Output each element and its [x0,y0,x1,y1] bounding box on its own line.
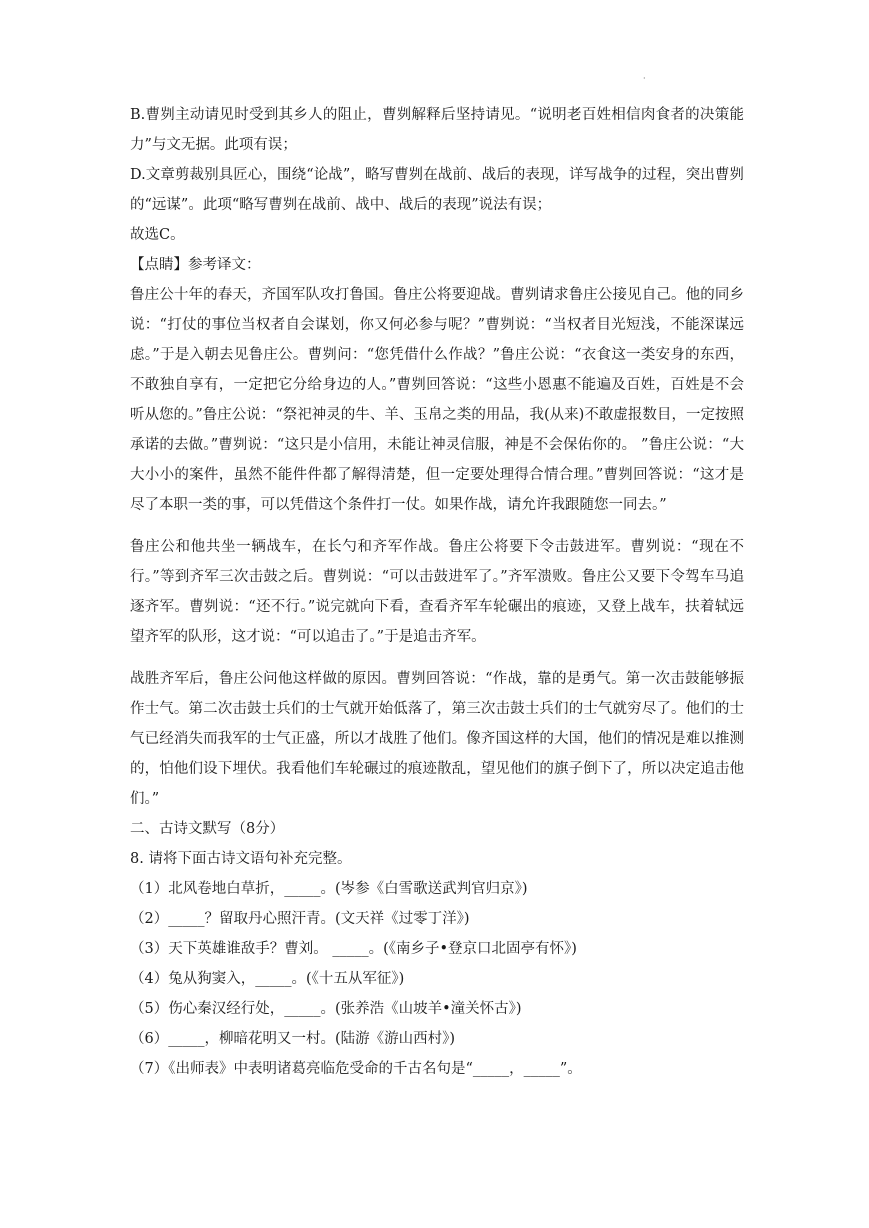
fill-item-7: （7）《出师表》中表明诸葛亮临危受命的千古名句是“_____，_____”。 [130,1061,582,1077]
translation-paragraph-1: 鲁庄公十年的春天，齐国军队攻打鲁国。鲁庄公将要迎战。曹刿请求鲁庄公接见自己。他的同乡说：“打仗的事位当权者自会谋划，你又何必参与呢？”曹刿说：“当权者目光短浅，不能深谋远虑。”于是入朝去见鲁庄公。曹刿问：“您凭借什么作战？”鲁庄公说：“衣食这一类安身的东西，不敢独自享有，一定把它分给身边的人。”曹刿回答说：“这些小恩惠不能遍及百姓，百姓是不会听从您的。”鲁庄公说：“祭祀神灵的牛、羊、玉帛之类的用品，我(从来)不敢虚报数目，一定按照承诺的去做。”曹刿说：“这只是小信用，未能让神灵信服，神是不会保佑你的。 ”鲁庄公说：“大大小小的案件，虽然不能件件都了解得清楚，但一定要处理得合情合理。”曹刿回答说：“这才是尽了本职一类的事，可以凭借这个条件打一仗。如果作战，请允许我跟随您一同去。” [130,287,744,513]
fill-item-4: （4）兔从狗窦入，_____。(《十五从军征》) [130,971,405,987]
document-content [130,100,744,1084]
fill-item-6: （6）_____，柳暗花明又一村。(陆游《游山西村》) [130,1031,456,1047]
section-heading: 二、古诗文默写（8分） [130,821,285,837]
analysis-option-d: D.文章剪裁别具匠心，围绕“论战”，略写曹刿在战前、战后的表现，详写战争的过程，突出曹刿的“远谋”。此项“略写曹刿在战前、战中、战后的表现”说法有误； [130,167,744,213]
tip-heading: 【点睛】参考译文： [130,257,261,273]
fill-item-5: （5）伤心秦汉经行处，_____。(张养浩《山坡羊•潼关怀古》) [130,1001,522,1017]
translation-paragraph-3: 战胜齐军后，鲁庄公问他这样做的原因。曹刿回答说：“作战，靠的是勇气。第一次击鼓能够振作士气。第二次击鼓士兵们的士气就开始低落了，第三次击鼓士兵们的士气就穷尽了。他们的士气已经消失而我军的士气正盛，所以才战胜了他们。像齐国这样的大国，他们的情况是难以推测的，怕他们设下埋伏。我看他们车轮碾过的痕迹散乱，望见他们的旗子倒下了，所以决定追击他们。” [130,671,744,807]
question-8: 8. 请将下面古诗文语句补充完整。 [130,851,352,867]
translation-paragraph-2: 鲁庄公和他共坐一辆战车，在长勺和齐军作战。鲁庄公将要下令击鼓进军。曹刿说：“现在不行。”等到齐军三次击鼓之后。曹刿说：“可以击鼓进军了。”齐军溃败。鲁庄公又要下令驾车马追逐齐军。曹刿说：“还不行。”说完就向下看，查看齐军车轮碾出的痕迹，又登上战车，扶着轼远望齐军的队形，这才说：“可以追击了。”于是追击齐军。 [130,539,744,645]
fill-item-2: （2）_____？留取丹心照汗青。(文天祥《过零丁洋》) [130,911,470,927]
header-mark: · [643,74,646,83]
fill-item-1: （1）北风卷地白草折，_____。(岑参《白雪歌送武判官归京》) [130,881,528,897]
analysis-option-b: B.曹刿主动请见时受到其乡人的阻止，曹刿解释后坚持请见。“说明老百姓相信肉食者的决策能力”与文无据。此项有误； [130,107,744,153]
fill-item-3: （3）天下英雄谁敌手？曹刘。 _____。(《南乡子•登京口北固亭有怀》) [130,941,577,957]
analysis-choice: 故选C。 [130,227,185,243]
